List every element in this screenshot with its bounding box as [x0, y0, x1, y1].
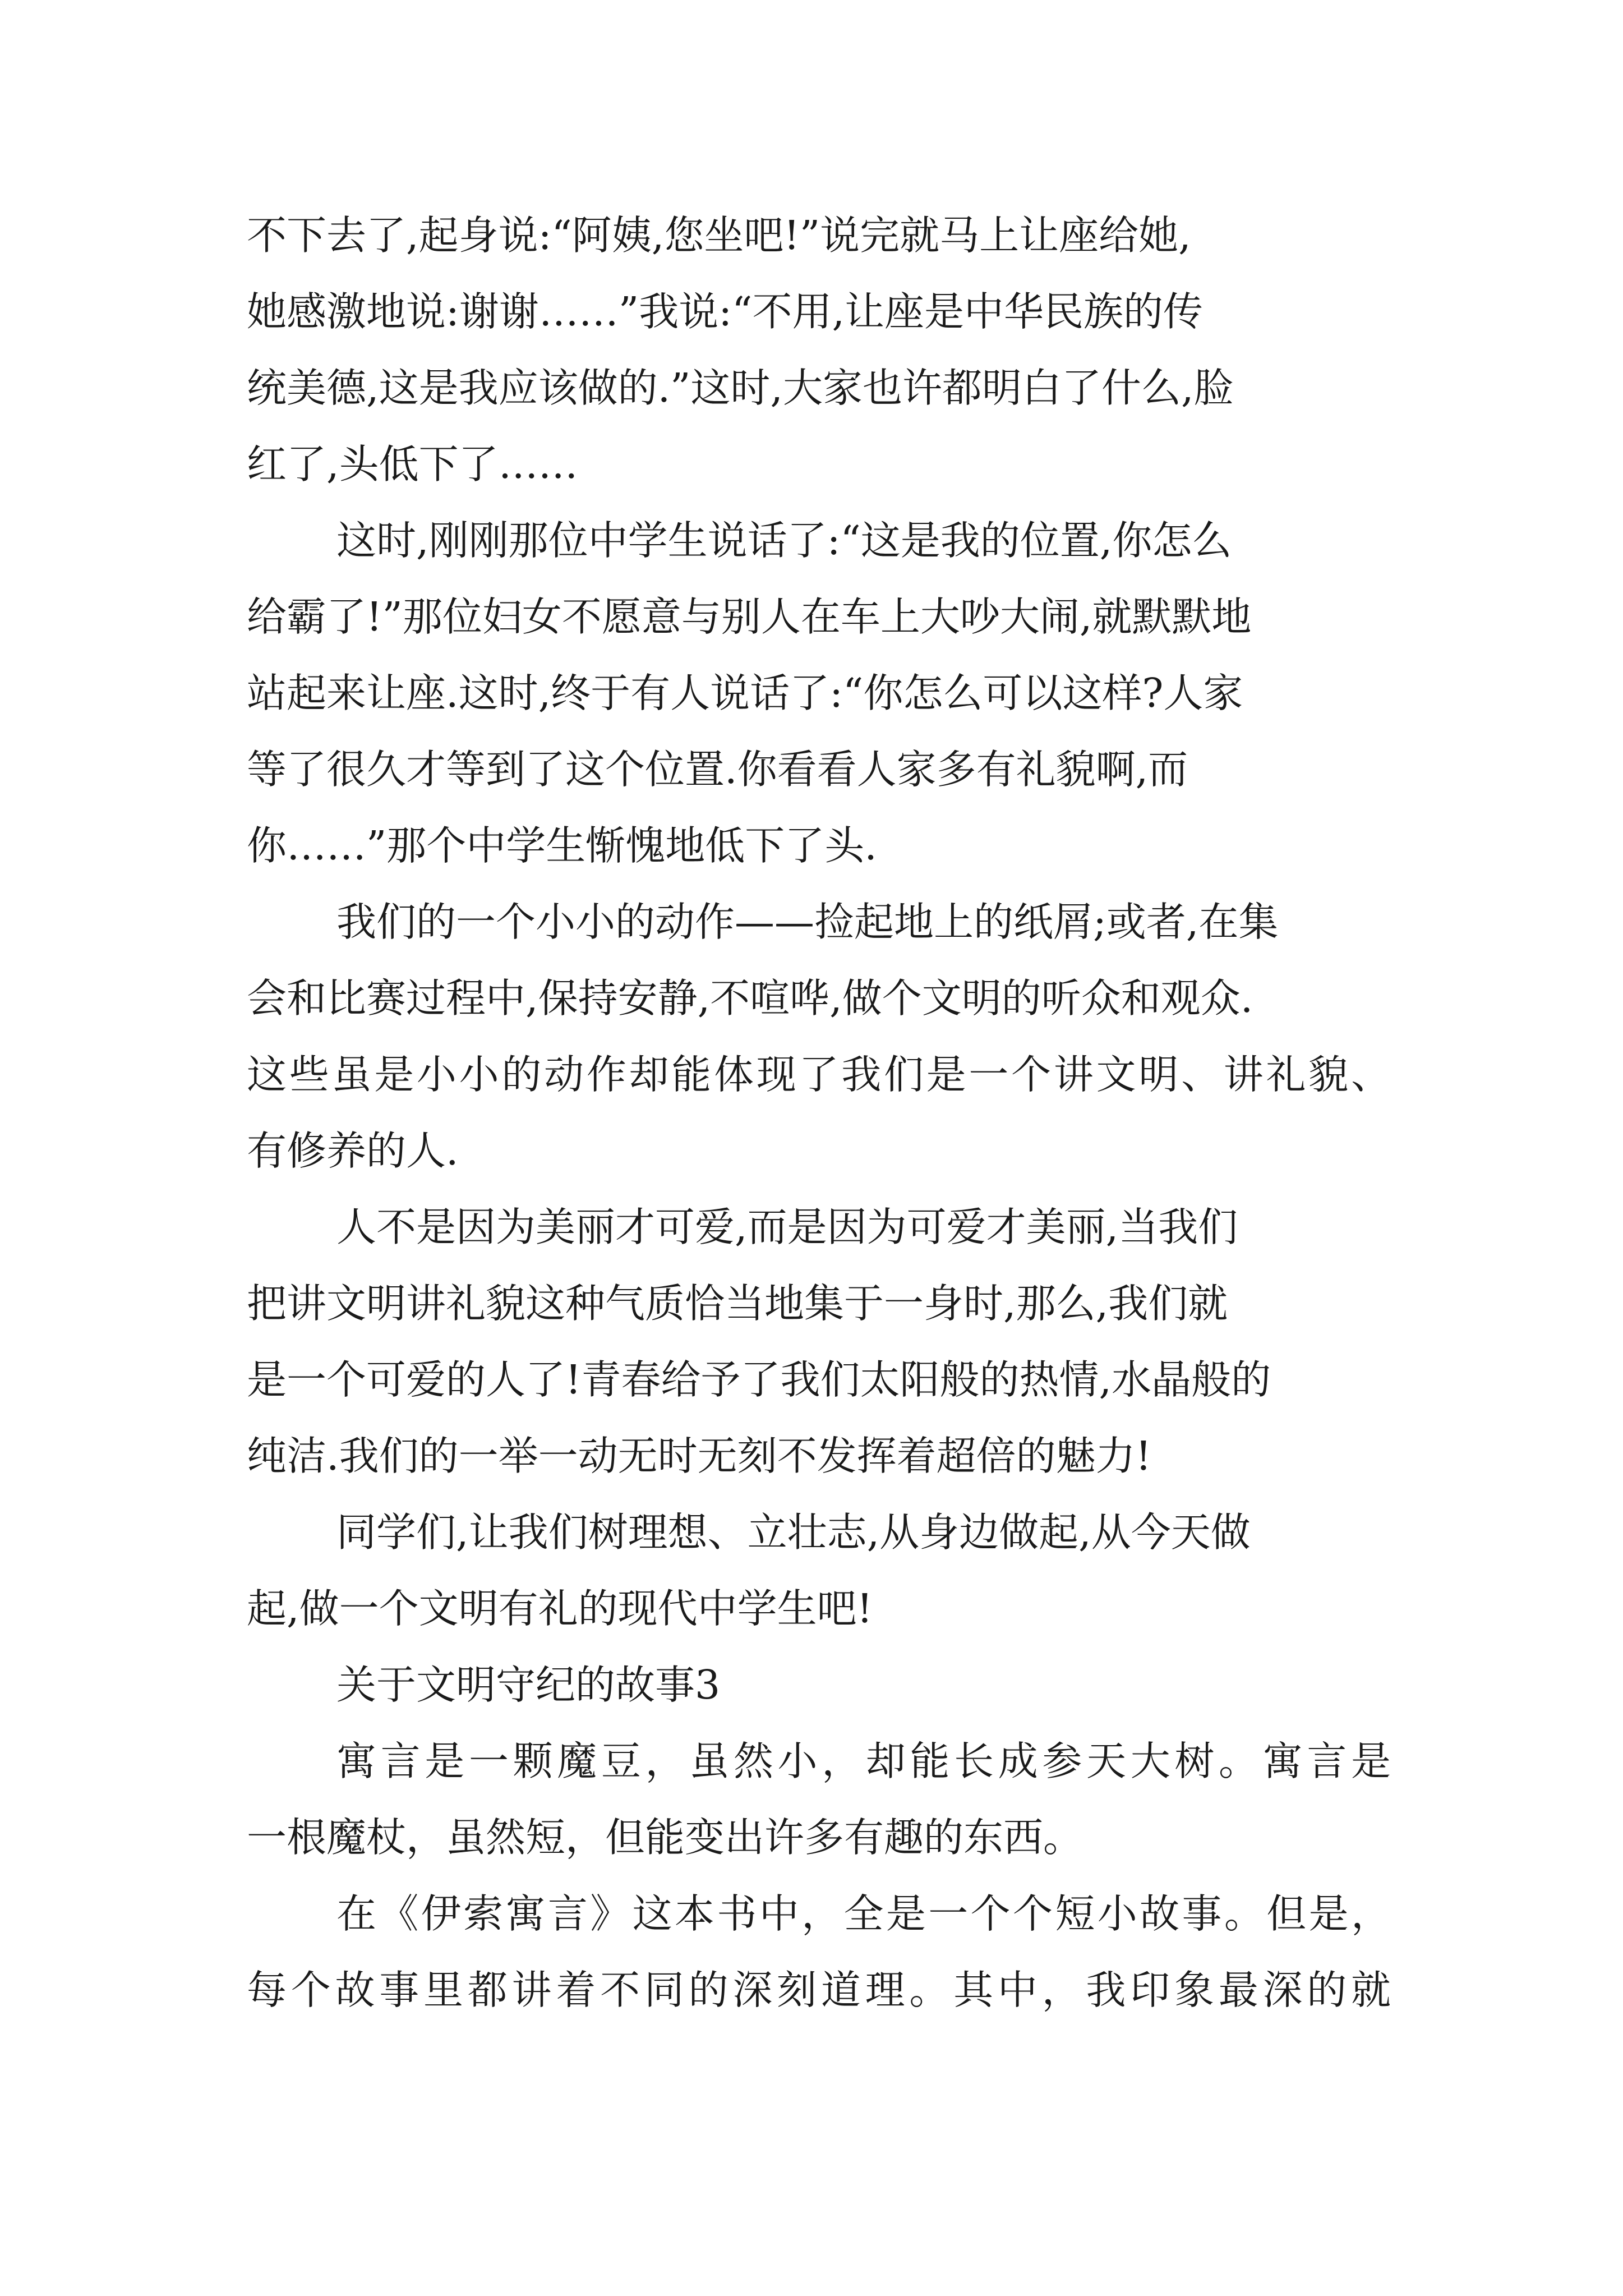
text-line: 每个故事里都讲着不同的深刻道理。其中，我印象最深的就: [247, 1967, 1395, 2013]
text-line: 把讲文明讲礼貌这种气质恰当地集于一身时,那么,我们就: [247, 1280, 1228, 1327]
text-line: 你……”那个中学生惭愧地低下了头.: [247, 822, 877, 869]
paragraph-first-line: 人不是因为美丽才可爱,而是因为可爱才美丽,当我们: [336, 1204, 1238, 1250]
text-line: 站起来让座.这时,终于有人说话了:“你怎么可以这样?人家: [247, 670, 1243, 716]
text-line: 等了很久才等到了这个位置.你看看人家多有礼貌啊,而: [247, 746, 1188, 793]
text-line: 这些虽是小小的动作却能体现了我们是一个讲文明、讲礼貌、: [247, 1051, 1394, 1098]
text-line: 一根魔杖，虽然短，但能变出许多有趣的东西。: [247, 1814, 1083, 1861]
text-line: 是一个可爱的人了!青春给予了我们太阳般的热情,水晶般的: [247, 1356, 1271, 1403]
text-line: 起,做一个文明有礼的现代中学生吧!: [247, 1585, 873, 1632]
section-heading: 关于文明守纪的故事3: [336, 1662, 721, 1708]
text-line: 她感激地说:谢谢……”我说:“不用,让座是中华民族的传: [247, 288, 1204, 335]
paragraph-first-line: 这时,刚刚那位中学生说话了:“这是我的位置,你怎么: [336, 517, 1232, 564]
paragraph-first-line: 我们的一个小小的动作——捡起地上的纸屑;或者,在集: [336, 899, 1279, 945]
text-line: 红了,头低下了……: [247, 441, 578, 487]
text-line: 统美德,这是我应该做的.”这时,大家也许都明白了什么,脸: [247, 365, 1234, 411]
document-body: [247, 197, 1395, 2028]
text-line: 不下去了,起身说:“阿姨,您坐吧!”说完就马上让座给她,: [247, 212, 1191, 259]
paragraph-first-line: 同学们,让我们树理想、立壮志,从身边做起,从今天做: [336, 1509, 1251, 1556]
text-line: 给霸了!”那位妇女不愿意与别人在车上大吵大闹,就默默地: [247, 593, 1252, 640]
text-line: 会和比赛过程中,保持安静,不喧哗,做个文明的听众和观众.: [247, 975, 1253, 1022]
text-line: 纯洁.我们的一举一动无时无刻不发挥着超倍的魅力!: [247, 1433, 1152, 1479]
text-line: 有修养的人.: [247, 1128, 459, 1174]
paragraph-first-line: 寓言是一颗魔豆，虽然小，却能长成参天大树。寓言是: [336, 1738, 1395, 1784]
paragraph-first-line: 在《伊索寓言》这本书中，全是一个个短小故事。但是，: [336, 1890, 1394, 1937]
